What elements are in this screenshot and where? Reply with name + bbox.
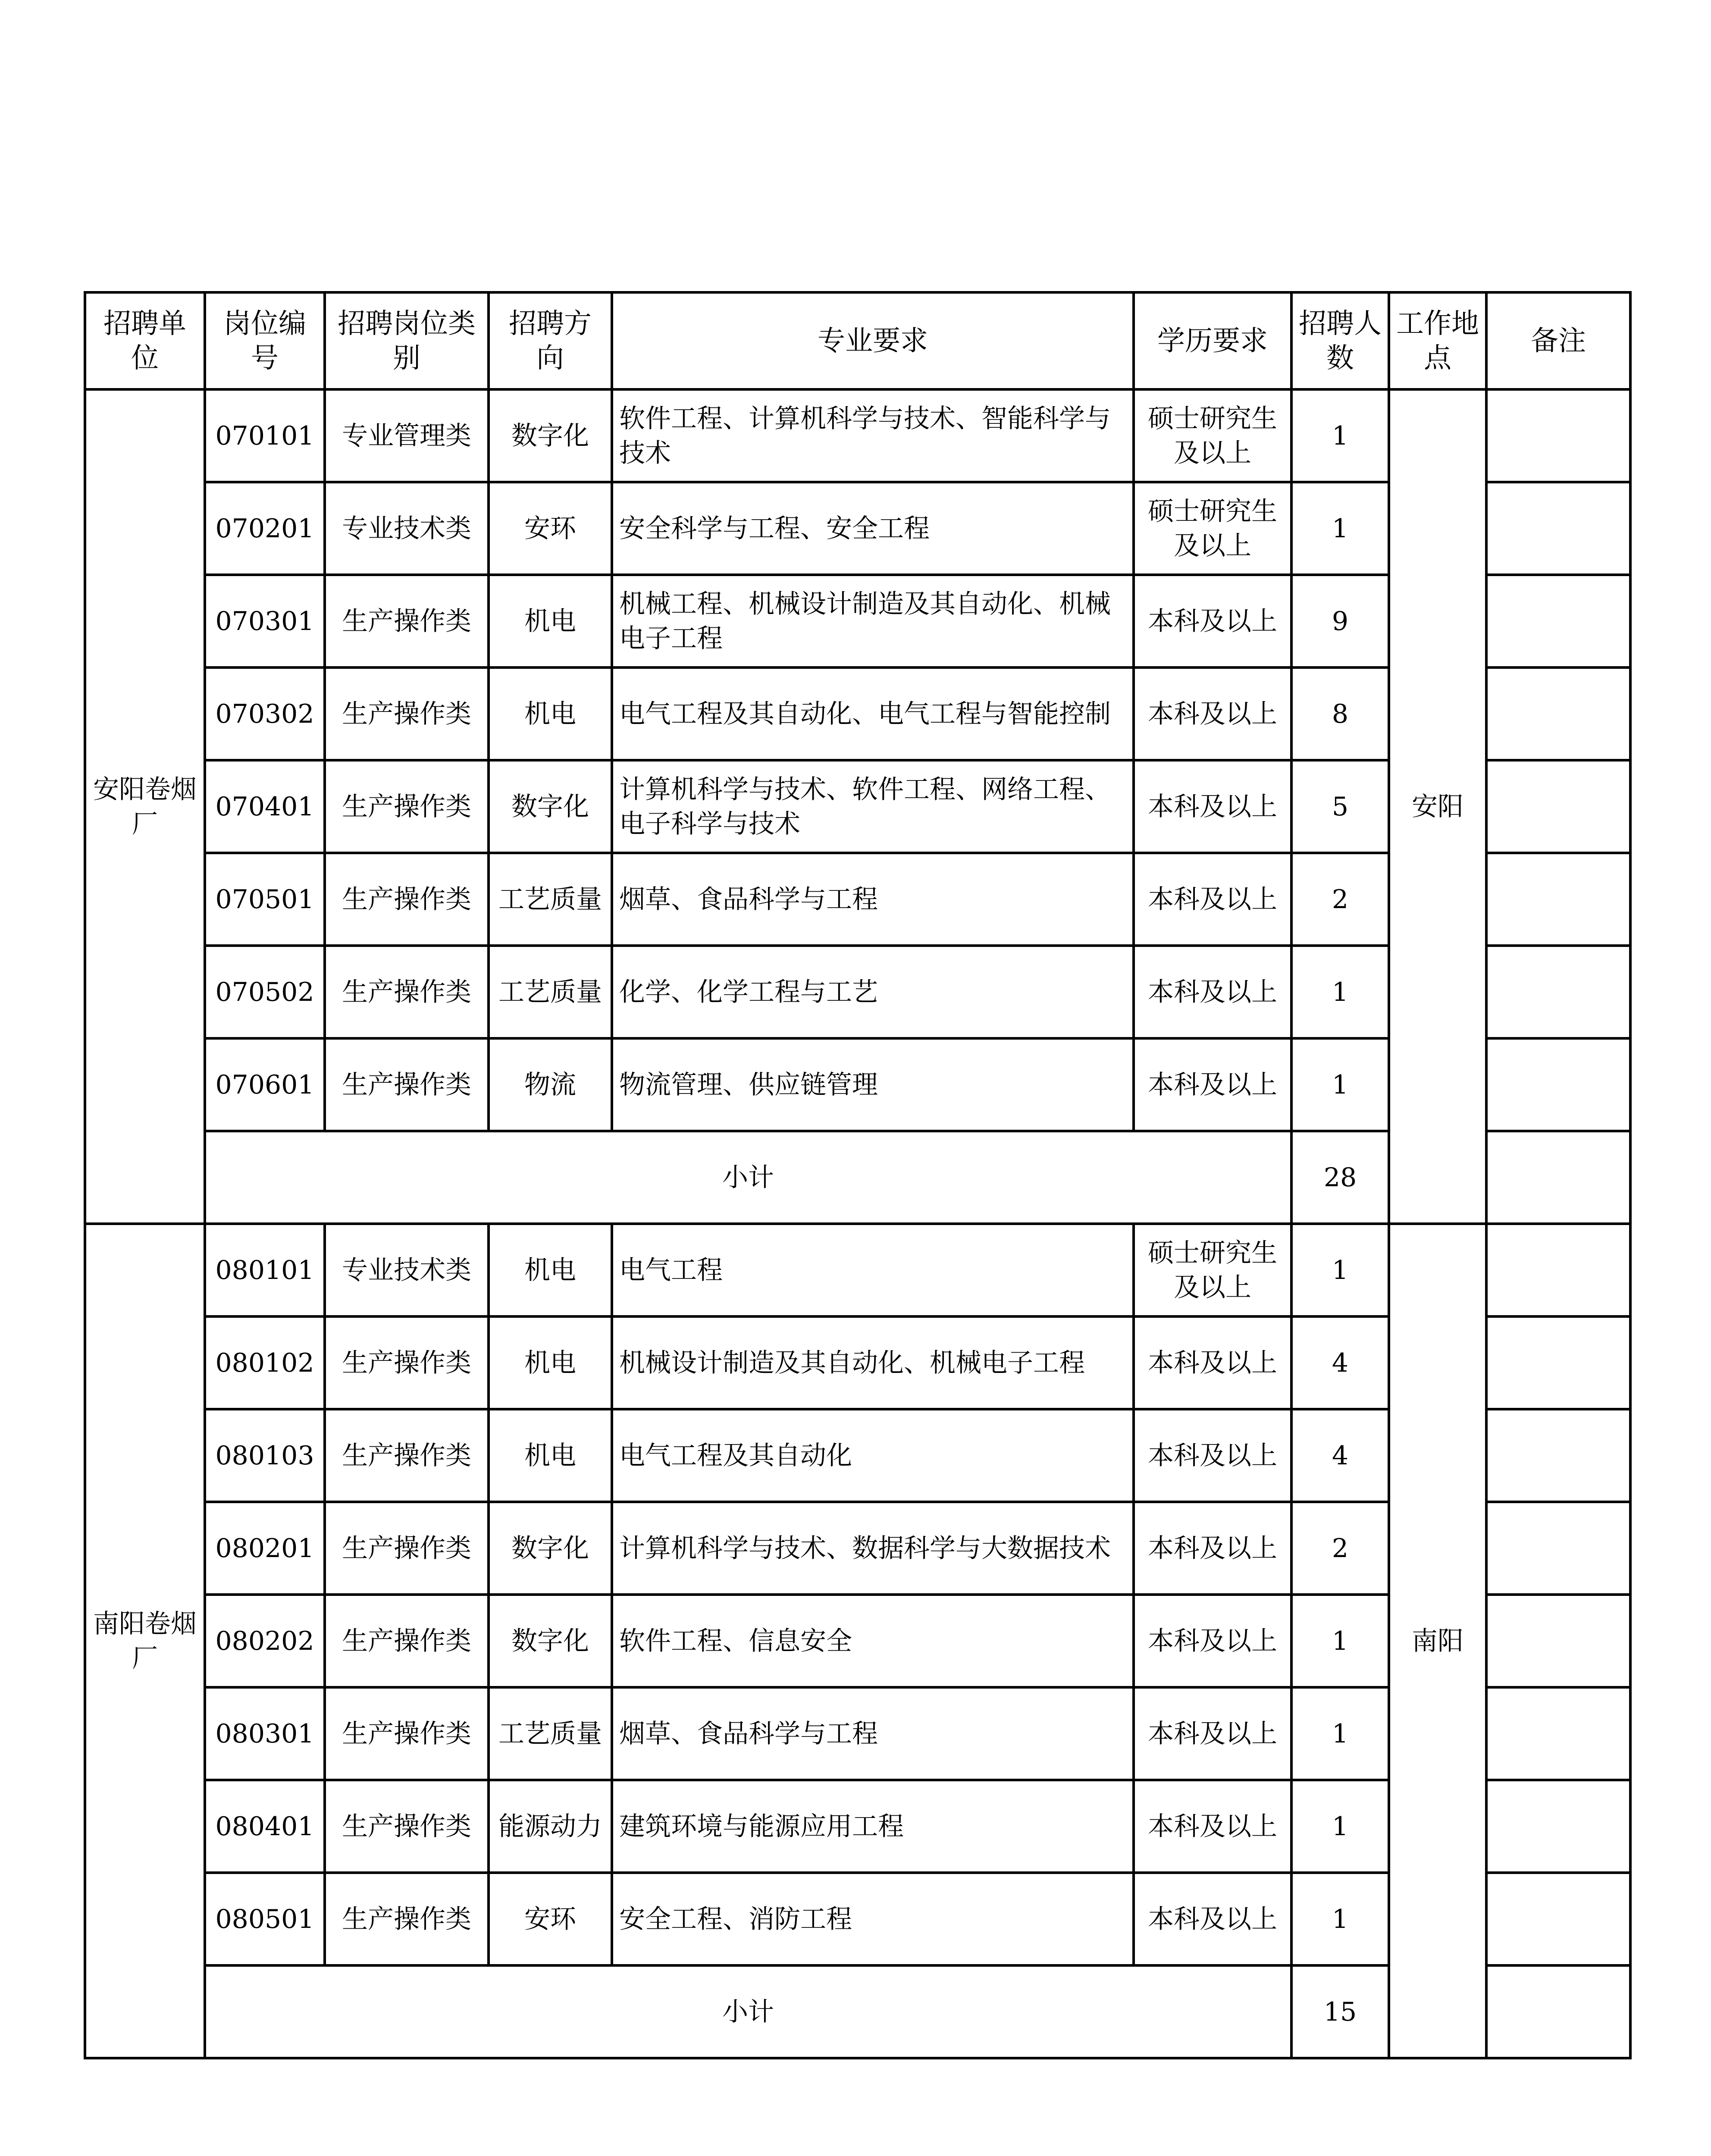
remark-cell bbox=[1486, 1409, 1630, 1502]
unit-cell: 南阳卷烟厂 bbox=[85, 1224, 205, 2058]
code-cell: 070501 bbox=[205, 853, 325, 946]
education-cell: 本科及以上 bbox=[1134, 575, 1291, 667]
subtotal-label: 小计 bbox=[205, 1965, 1291, 2058]
major-cell: 烟草、食品科学与工程 bbox=[612, 853, 1134, 946]
major-cell: 物流管理、供应链管理 bbox=[612, 1038, 1134, 1131]
education-cell: 本科及以上 bbox=[1134, 1780, 1291, 1873]
code-cell: 080201 bbox=[205, 1502, 325, 1595]
category-cell: 生产操作类 bbox=[325, 1780, 489, 1873]
direction-cell: 数字化 bbox=[489, 1595, 612, 1687]
major-cell: 电气工程及其自动化、电气工程与智能控制 bbox=[612, 667, 1134, 760]
remark-cell bbox=[1486, 760, 1630, 853]
direction-cell: 数字化 bbox=[489, 1502, 612, 1595]
category-cell: 生产操作类 bbox=[325, 1038, 489, 1131]
category-cell: 生产操作类 bbox=[325, 1409, 489, 1502]
header-row bbox=[85, 292, 1630, 389]
direction-cell: 数字化 bbox=[489, 760, 612, 853]
location-cell: 安阳 bbox=[1389, 389, 1486, 1224]
count-cell: 1 bbox=[1291, 1780, 1389, 1873]
count-cell: 1 bbox=[1291, 389, 1389, 482]
direction-cell: 能源动力 bbox=[489, 1780, 612, 1873]
category-cell: 专业技术类 bbox=[325, 482, 489, 575]
category-cell: 专业管理类 bbox=[325, 389, 489, 482]
recruitment-table bbox=[84, 291, 1632, 2059]
header-location: 工作地点 bbox=[1389, 292, 1486, 389]
count-cell: 1 bbox=[1291, 482, 1389, 575]
remark-cell bbox=[1486, 1687, 1630, 1780]
header-education: 学历要求 bbox=[1134, 292, 1291, 389]
category-cell: 生产操作类 bbox=[325, 1502, 489, 1595]
direction-cell: 物流 bbox=[489, 1038, 612, 1131]
code-cell: 080103 bbox=[205, 1409, 325, 1502]
education-cell: 本科及以上 bbox=[1134, 946, 1291, 1038]
category-cell: 生产操作类 bbox=[325, 760, 489, 853]
direction-cell: 安环 bbox=[489, 1873, 612, 1965]
major-cell: 计算机科学与技术、数据科学与大数据技术 bbox=[612, 1502, 1134, 1595]
code-cell: 070601 bbox=[205, 1038, 325, 1131]
count-cell: 1 bbox=[1291, 1873, 1389, 1965]
code-cell: 080501 bbox=[205, 1873, 325, 1965]
remark-cell bbox=[1486, 667, 1630, 760]
location-cell: 南阳 bbox=[1389, 1224, 1486, 2058]
major-cell: 软件工程、信息安全 bbox=[612, 1595, 1134, 1687]
code-cell: 070101 bbox=[205, 389, 325, 482]
category-cell: 生产操作类 bbox=[325, 1316, 489, 1409]
education-cell: 本科及以上 bbox=[1134, 853, 1291, 946]
code-cell: 070502 bbox=[205, 946, 325, 1038]
count-cell: 9 bbox=[1291, 575, 1389, 667]
major-cell: 化学、化学工程与工艺 bbox=[612, 946, 1134, 1038]
education-cell: 硕士研究生及以上 bbox=[1134, 389, 1291, 482]
header-major: 专业要求 bbox=[612, 292, 1134, 389]
major-cell: 建筑环境与能源应用工程 bbox=[612, 1780, 1134, 1873]
major-cell: 计算机科学与技术、软件工程、网络工程、电子科学与技术 bbox=[612, 760, 1134, 853]
count-cell: 1 bbox=[1291, 1595, 1389, 1687]
subtotal-value: 28 bbox=[1291, 1131, 1389, 1224]
header-count: 招聘人数 bbox=[1291, 292, 1389, 389]
category-cell: 专业技术类 bbox=[325, 1224, 489, 1316]
education-cell: 本科及以上 bbox=[1134, 1873, 1291, 1965]
direction-cell: 工艺质量 bbox=[489, 946, 612, 1038]
header-category: 招聘岗位类别 bbox=[325, 292, 489, 389]
header-unit: 招聘单位 bbox=[85, 292, 205, 389]
remark-cell bbox=[1486, 1502, 1630, 1595]
major-cell: 电气工程 bbox=[612, 1224, 1134, 1316]
remark-cell bbox=[1486, 1038, 1630, 1131]
header-remark: 备注 bbox=[1486, 292, 1630, 389]
code-cell: 080202 bbox=[205, 1595, 325, 1687]
education-cell: 本科及以上 bbox=[1134, 667, 1291, 760]
category-cell: 生产操作类 bbox=[325, 1687, 489, 1780]
direction-cell: 机电 bbox=[489, 667, 612, 760]
category-cell: 生产操作类 bbox=[325, 1595, 489, 1687]
education-cell: 硕士研究生及以上 bbox=[1134, 1224, 1291, 1316]
count-cell: 4 bbox=[1291, 1316, 1389, 1409]
category-cell: 生产操作类 bbox=[325, 853, 489, 946]
education-cell: 本科及以上 bbox=[1134, 1316, 1291, 1409]
table-body bbox=[85, 389, 1630, 2058]
code-cell: 080102 bbox=[205, 1316, 325, 1409]
count-cell: 1 bbox=[1291, 1224, 1389, 1316]
major-cell: 电气工程及其自动化 bbox=[612, 1409, 1134, 1502]
code-cell: 080401 bbox=[205, 1780, 325, 1873]
direction-cell: 机电 bbox=[489, 1316, 612, 1409]
remark-cell bbox=[1486, 853, 1630, 946]
direction-cell: 机电 bbox=[489, 1224, 612, 1316]
remark-cell bbox=[1486, 1131, 1630, 1224]
count-cell: 1 bbox=[1291, 1687, 1389, 1780]
direction-cell: 机电 bbox=[489, 575, 612, 667]
remark-cell bbox=[1486, 1873, 1630, 1965]
code-cell: 070302 bbox=[205, 667, 325, 760]
remark-cell bbox=[1486, 1965, 1630, 2058]
direction-cell: 数字化 bbox=[489, 389, 612, 482]
category-cell: 生产操作类 bbox=[325, 667, 489, 760]
education-cell: 本科及以上 bbox=[1134, 1595, 1291, 1687]
count-cell: 2 bbox=[1291, 853, 1389, 946]
subtotal-value: 15 bbox=[1291, 1965, 1389, 2058]
count-cell: 5 bbox=[1291, 760, 1389, 853]
code-cell: 080301 bbox=[205, 1687, 325, 1780]
header-direction: 招聘方向 bbox=[489, 292, 612, 389]
code-cell: 080101 bbox=[205, 1224, 325, 1316]
code-cell: 070201 bbox=[205, 482, 325, 575]
remark-cell bbox=[1486, 482, 1630, 575]
education-cell: 本科及以上 bbox=[1134, 1038, 1291, 1131]
remark-cell bbox=[1486, 1595, 1630, 1687]
education-cell: 本科及以上 bbox=[1134, 1687, 1291, 1780]
count-cell: 4 bbox=[1291, 1409, 1389, 1502]
education-cell: 本科及以上 bbox=[1134, 1409, 1291, 1502]
count-cell: 8 bbox=[1291, 667, 1389, 760]
table-row bbox=[85, 389, 1630, 482]
education-cell: 本科及以上 bbox=[1134, 760, 1291, 853]
remark-cell bbox=[1486, 1316, 1630, 1409]
count-cell: 2 bbox=[1291, 1502, 1389, 1595]
education-cell: 硕士研究生及以上 bbox=[1134, 482, 1291, 575]
direction-cell: 工艺质量 bbox=[489, 853, 612, 946]
direction-cell: 机电 bbox=[489, 1409, 612, 1502]
major-cell: 机械设计制造及其自动化、机械电子工程 bbox=[612, 1316, 1134, 1409]
unit-cell: 安阳卷烟厂 bbox=[85, 389, 205, 1224]
major-cell: 安全科学与工程、安全工程 bbox=[612, 482, 1134, 575]
major-cell: 安全工程、消防工程 bbox=[612, 1873, 1134, 1965]
code-cell: 070401 bbox=[205, 760, 325, 853]
remark-cell bbox=[1486, 946, 1630, 1038]
count-cell: 1 bbox=[1291, 1038, 1389, 1131]
header-code: 岗位编号 bbox=[205, 292, 325, 389]
major-cell: 机械工程、机械设计制造及其自动化、机械电子工程 bbox=[612, 575, 1134, 667]
direction-cell: 工艺质量 bbox=[489, 1687, 612, 1780]
category-cell: 生产操作类 bbox=[325, 1873, 489, 1965]
remark-cell bbox=[1486, 575, 1630, 667]
category-cell: 生产操作类 bbox=[325, 946, 489, 1038]
code-cell: 070301 bbox=[205, 575, 325, 667]
major-cell: 软件工程、计算机科学与技术、智能科学与技术 bbox=[612, 389, 1134, 482]
remark-cell bbox=[1486, 1780, 1630, 1873]
subtotal-label: 小计 bbox=[205, 1131, 1291, 1224]
major-cell: 烟草、食品科学与工程 bbox=[612, 1687, 1134, 1780]
remark-cell bbox=[1486, 389, 1630, 482]
education-cell: 本科及以上 bbox=[1134, 1502, 1291, 1595]
direction-cell: 安环 bbox=[489, 482, 612, 575]
table-row bbox=[85, 1224, 1630, 1316]
count-cell: 1 bbox=[1291, 946, 1389, 1038]
remark-cell bbox=[1486, 1224, 1630, 1316]
category-cell: 生产操作类 bbox=[325, 575, 489, 667]
